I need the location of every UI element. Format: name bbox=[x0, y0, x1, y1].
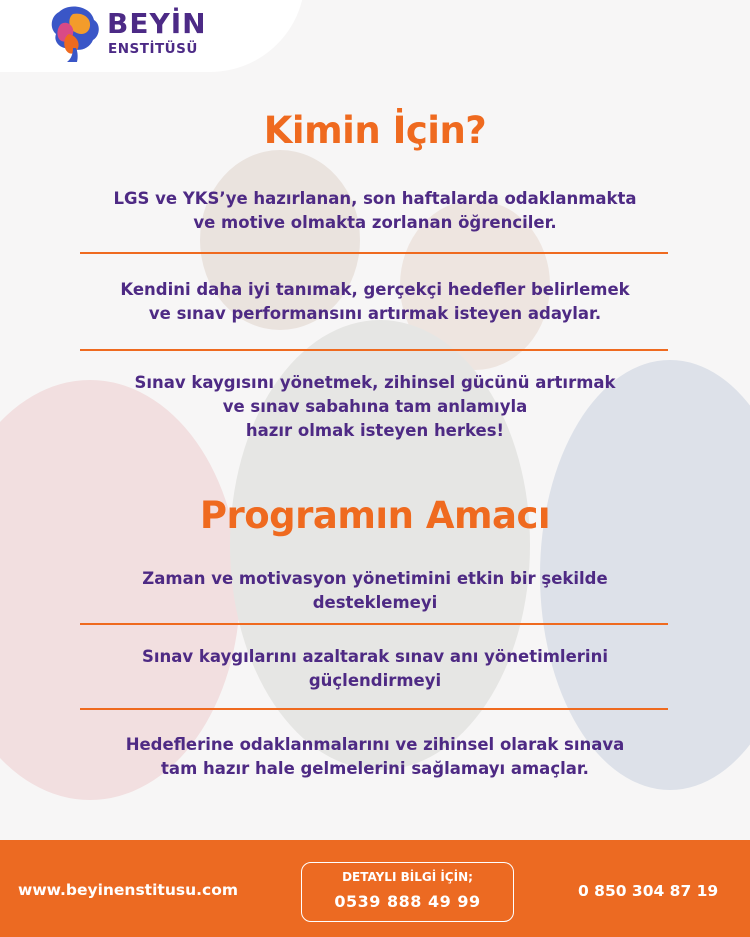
audience-item-3: Sınav kaygısını yönetmek, zihinsel gücünü artırmak ve sınav sabahına tam anlamıyla hazır olmak isteyen herkes! bbox=[134, 373, 616, 440]
mobile-phone-number[interactable]: 0539 888 49 99 bbox=[334, 892, 481, 911]
brain-logo-icon bbox=[47, 4, 102, 64]
phone-number[interactable]: 0 850 304 87 19 bbox=[578, 882, 719, 900]
audience-item-2: Kendini daha iyi tanımak, gerçekçi hedefler belirlemek ve sınav performansını artırmak isteyen adaylar. bbox=[120, 280, 630, 323]
contact-info-title: DETAYLI BİLGİ İÇİN; bbox=[342, 870, 473, 884]
logo-wordmark-bottom: ENSTİTÜSÜ bbox=[108, 41, 198, 57]
divider bbox=[80, 349, 668, 351]
divider bbox=[80, 708, 668, 710]
logo-wordmark-top: BEYİN bbox=[107, 7, 207, 40]
goal-item-1: Zaman ve motivasyon yönetimini etkin bir şekilde desteklemeyi bbox=[142, 569, 608, 612]
divider bbox=[80, 623, 668, 625]
audience-item-1: LGS ve YKS’ye hazırlanan, son haftalarda odaklanmakta ve motive olmakta zorlanan öğrenciler. bbox=[113, 189, 637, 232]
section-heading-programin-amaci: Programın Amacı bbox=[199, 494, 551, 537]
contact-info-box[interactable] bbox=[301, 862, 514, 922]
section-heading-kimin-icin: Kimin İçin? bbox=[263, 109, 487, 152]
website-link[interactable]: www.beyinenstitusu.com bbox=[18, 881, 238, 899]
goal-item-3: Hedeflerine odaklanmalarını ve zihinsel olarak sınava tam hazır hale gelmelerini sağlamayı amaçlar. bbox=[125, 735, 625, 778]
brand-logo[interactable] bbox=[47, 4, 217, 66]
goal-item-2: Sınav kaygılarını azaltarak sınav anı yönetimlerini güçlendirmeyi bbox=[142, 647, 608, 690]
footer-bar bbox=[0, 840, 750, 937]
divider bbox=[80, 252, 668, 254]
